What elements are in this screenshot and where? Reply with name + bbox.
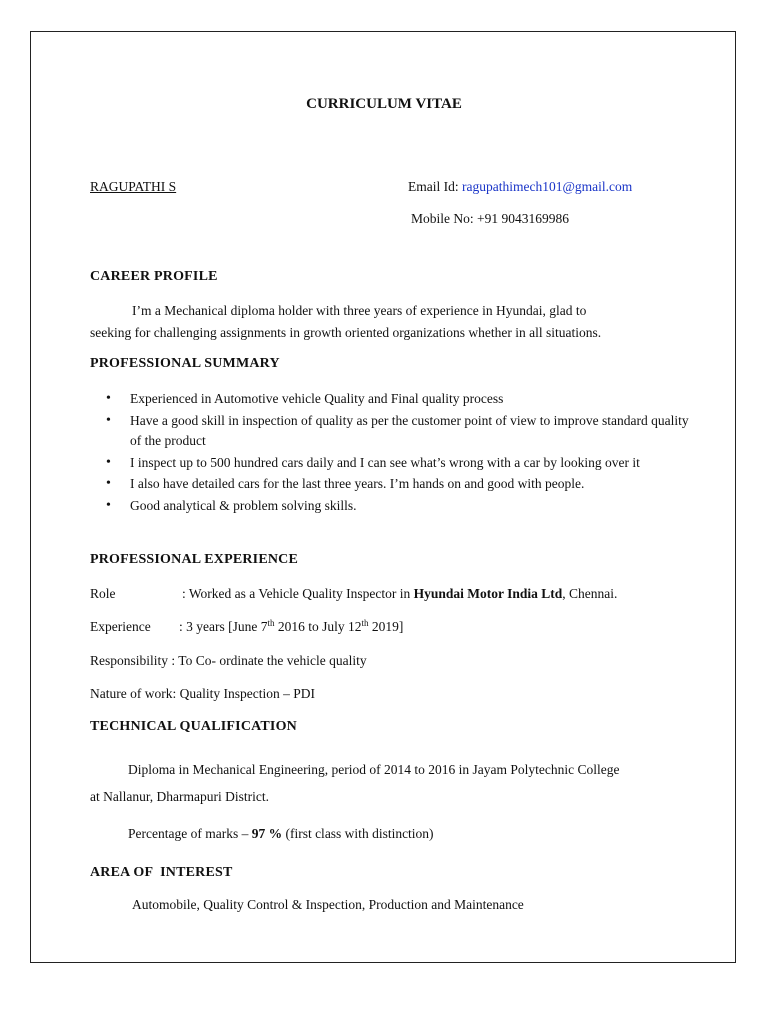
marks-line [128, 826, 434, 842]
experience-sup-1: th [267, 618, 275, 628]
area-of-interest-text: Automobile, Quality Control & Inspection, Production and Maintenance [132, 897, 524, 912]
nature-of-work-line [90, 686, 315, 702]
marks-value: 97 % [251, 826, 283, 841]
mobile-line: Mobile No: +91 9043169986 [411, 211, 569, 226]
document-title: CURRICULUM VITAE [306, 96, 462, 112]
experience-suffix: 2019] [368, 619, 404, 634]
email-link[interactable]: ragupathimech101@gmail.com [462, 179, 633, 194]
marks-prefix: Percentage of marks – [128, 826, 252, 841]
list-item: • I inspect up to 500 hundred cars daily and I can see what’s wrong with a car by looking over it [130, 453, 690, 474]
role-label: Role [90, 586, 116, 601]
qualification-line-1: Diploma in Mechanical Engineering, period of 2014 to 2016 in Jayam Polytechnic College [128, 762, 620, 777]
list-item: • Experienced in Automotive vehicle Quality and Final quality process [130, 389, 690, 410]
role-company: Hyundai Motor India Ltd [413, 586, 563, 601]
career-profile-heading: CAREER PROFILE [90, 269, 218, 284]
role-value [182, 586, 617, 602]
list-item: • I also have detailed cars for the last three years. I’m hands on and good with people. [130, 474, 690, 495]
professional-summary-heading: PROFESSIONAL SUMMARY [90, 356, 280, 371]
technical-qualification-heading: TECHNICAL QUALIFICATION [90, 719, 297, 734]
email-label: Email Id: [408, 179, 462, 194]
marks-suffix: (first class with distinction) [282, 826, 434, 841]
email-line [408, 179, 632, 195]
list-item: • Have a good skill in inspection of quality as per the customer point of view to improve standard quality of the product [130, 411, 690, 452]
list-item: • Good analytical & problem solving skills. [130, 496, 690, 517]
career-profile-line-2: seeking for challenging assignments in growth oriented organizations whether in all situations. [90, 325, 602, 340]
experience-value [179, 619, 403, 635]
experience-sup-2: th [361, 618, 369, 628]
professional-experience-heading: PROFESSIONAL EXPERIENCE [90, 552, 299, 567]
experience-label: Experience [90, 619, 151, 634]
role-suffix: , Chennai. [562, 586, 618, 601]
role-prefix: : Worked as a Vehicle Quality Inspector in [182, 586, 414, 601]
experience-prefix: : 3 years [June 7 [179, 619, 268, 634]
area-of-interest-heading: AREA OF INTEREST [90, 865, 233, 880]
responsibility-line: Responsibility : To Co- ordinate the vehicle quality [90, 653, 367, 668]
qualification-line-2: at Nallanur, Dharmapuri District. [90, 789, 270, 804]
career-profile-line-1: I’m a Mechanical diploma holder with three years of experience in Hyundai, glad to [132, 303, 587, 318]
summary-list [90, 389, 690, 517]
candidate-name: RAGUPATHI S [90, 179, 177, 194]
experience-mid: 2016 to July 12 [274, 619, 362, 634]
nature-label: Nature of work [90, 686, 173, 701]
nature-value: : Quality Inspection – PDI [172, 686, 315, 701]
